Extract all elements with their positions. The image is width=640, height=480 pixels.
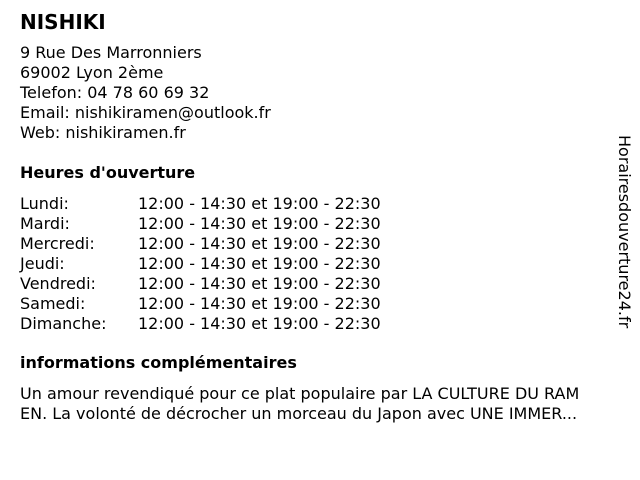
description-line: Un amour revendiqué pour ce plat populaire par LA CULTURE DU RAM [20, 384, 580, 403]
day-label: Vendredi: [20, 274, 96, 293]
day-label: Mardi: [20, 214, 70, 233]
opening-hours-heading: Heures d'ouverture [20, 163, 196, 182]
hours-row [20, 314, 381, 334]
address-street: 9 Rue Des Marronniers [20, 43, 202, 62]
day-label: Jeudi: [20, 254, 65, 273]
day-hours: 12:00 - 14:30 et 19:00 - 22:30 [138, 274, 381, 293]
hours-row [20, 234, 381, 254]
hours-row [20, 254, 381, 274]
web-text: Web: nishikiramen.fr [20, 123, 186, 142]
phone-text: Telefon: 04 78 60 69 32 [20, 83, 210, 102]
site-watermark: Horairesdouverture24.fr [615, 135, 634, 329]
email-text: Email: nishikiramen@outlook.fr [20, 103, 271, 122]
opening-hours-table [20, 194, 381, 334]
day-hours: 12:00 - 14:30 et 19:00 - 22:30 [138, 234, 381, 253]
day-hours: 12:00 - 14:30 et 19:00 - 22:30 [138, 214, 381, 233]
day-label: Mercredi: [20, 234, 95, 253]
hours-row [20, 274, 381, 294]
day-label: Dimanche: [20, 314, 107, 333]
hours-row [20, 194, 381, 214]
day-hours: 12:00 - 14:30 et 19:00 - 22:30 [138, 294, 381, 313]
description-line: EN. La volonté de décrocher un morceau du Japon avec UNE IMMER... [20, 404, 578, 423]
day-hours: 12:00 - 14:30 et 19:00 - 22:30 [138, 194, 381, 213]
contact-block [20, 43, 271, 143]
day-label: Lundi: [20, 194, 69, 213]
day-label: Samedi: [20, 294, 86, 313]
day-hours: 12:00 - 14:30 et 19:00 - 22:30 [138, 314, 381, 333]
hours-row [20, 294, 381, 314]
business-name: NISHIKI [20, 10, 106, 34]
additional-info-heading: informations complémentaires [20, 353, 297, 372]
hours-row [20, 214, 381, 234]
address-city: 69002 Lyon 2ème [20, 63, 164, 82]
description-text [20, 384, 632, 424]
day-hours: 12:00 - 14:30 et 19:00 - 22:30 [138, 254, 381, 273]
